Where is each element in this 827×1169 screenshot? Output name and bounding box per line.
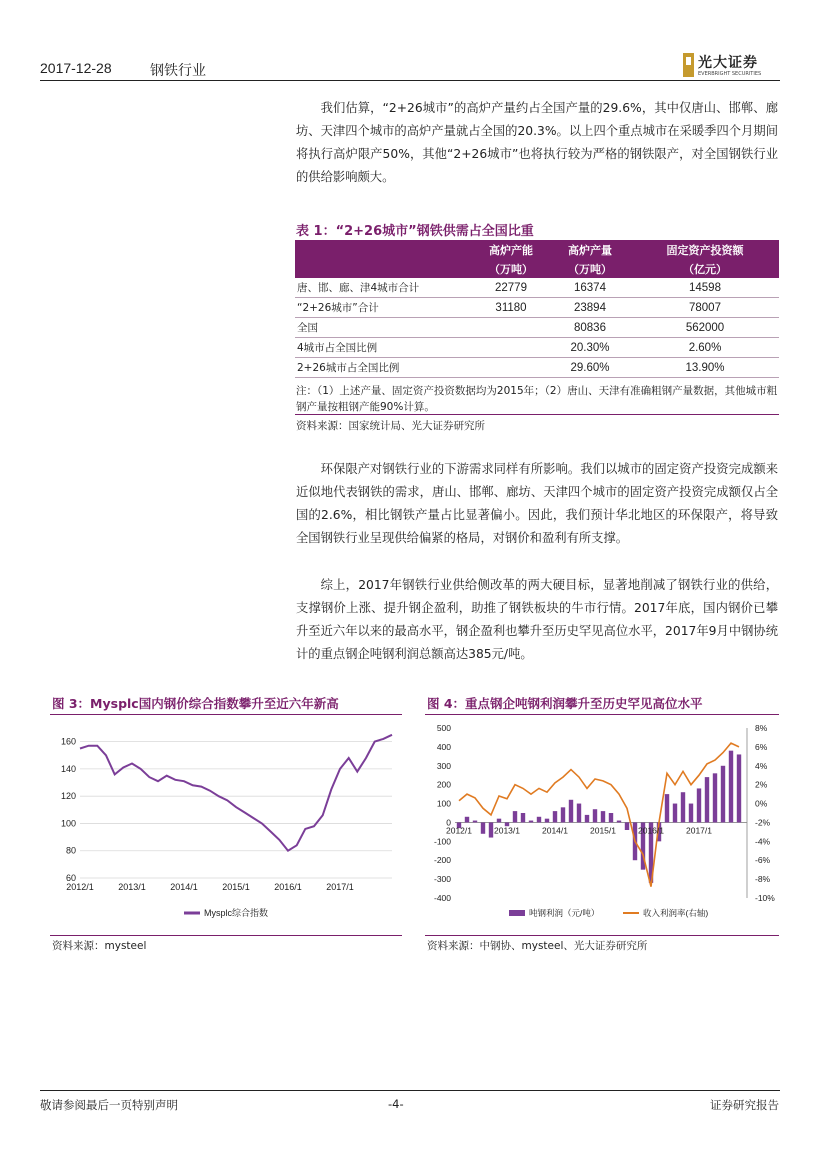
y-tick-label: 160 [60, 736, 76, 747]
table-cell: 78007 [631, 298, 779, 318]
table-cell: 29.60% [549, 358, 631, 378]
table-bottom-rule [295, 414, 779, 415]
y-tick-label: 200 [436, 779, 451, 790]
x-tick-label: 2016/1 [274, 882, 302, 892]
table-header-output: 高炉产量 [549, 240, 631, 259]
y2-tick-label: 2% [755, 779, 768, 790]
table-cell: 562000 [631, 318, 779, 338]
y-tick-label: -200 [433, 855, 451, 866]
y2-tick-label: -6% [755, 855, 771, 866]
data-table [295, 240, 779, 378]
profit-bar [665, 794, 669, 822]
profit-bar [489, 822, 493, 837]
table-cell-label: 全国 [295, 318, 473, 338]
profit-bar [537, 817, 541, 823]
profit-bar [561, 807, 565, 822]
profit-bar [609, 813, 613, 822]
x-tick-label: 2016/1 [638, 825, 664, 836]
profit-bar [729, 751, 733, 823]
profit-bar [705, 777, 709, 822]
table-header-blank [295, 259, 473, 278]
profit-bar [601, 811, 605, 822]
y-tick-label: 140 [60, 763, 76, 774]
profit-bar [585, 815, 589, 823]
profit-bar [721, 766, 725, 823]
report-date: 2017-12-28 [40, 60, 112, 76]
x-tick-label: 2015/1 [222, 882, 250, 892]
profit-bar [545, 819, 549, 823]
company-logo [683, 53, 783, 79]
table-cell: 13.90% [631, 358, 779, 378]
profit-bar [713, 773, 717, 822]
profit-bar [521, 813, 525, 822]
table-cell [473, 318, 549, 338]
page-number: -4- [388, 1097, 404, 1111]
figure-3-chart [50, 718, 402, 932]
profit-bar [529, 821, 533, 823]
y2-tick-label: 4% [755, 760, 768, 771]
x-tick-label: 2015/1 [590, 825, 616, 836]
table-cell: 2.60% [631, 338, 779, 358]
legend-label-bar: 吨钢利润（元/吨） [529, 908, 600, 918]
table-row [295, 298, 779, 318]
paragraph-1: 我们估算，“2+26城市”的高炉产量约占全国产量的29.6%，其中仅唐山、邯郸、廊坊、天津四个城市的高炉产量就占全国的20.3%。以上四个重点城市在采暖季四个月期间将执行高炉限产50%，其他“2+26城市”也将执行较为严格的钢铁限产，对全国钢铁行业的供给影响颇大。 [296, 101, 778, 184]
figure-4-title: 图 4：重点钢企吨钢利润攀升至历史罕见高位水平 [427, 696, 703, 711]
table-header-investment: 固定资产投资额 [631, 240, 779, 259]
profit-bar [697, 788, 701, 822]
y2-tick-label: 0% [755, 798, 768, 809]
profit-bar [673, 804, 677, 823]
table-cell: 23894 [549, 298, 631, 318]
table-cell [473, 338, 549, 358]
profit-bar [689, 804, 693, 823]
y2-tick-label: -8% [755, 874, 771, 885]
y2-tick-label: 8% [755, 723, 768, 733]
profit-bar [481, 822, 485, 833]
figure-3-top-rule [50, 714, 402, 715]
y-tick-label: -100 [433, 836, 451, 847]
legend-swatch-bar [509, 910, 525, 916]
table-cell: 80836 [549, 318, 631, 338]
profit-bar [513, 811, 517, 822]
table-note: 注：（1）上述产量、固定资产投资数据均为2015年；（2）唐山、天津有准确粗钢产量数据，其他城市粗钢产量按粗钢产能90%计算。 [296, 385, 778, 413]
figure-4-top-rule [425, 714, 779, 715]
paragraph-2: 环保限产对钢铁行业的下游需求同样有所影响。我们以城市的固定资产投资完成额来近似地代表钢铁的需求，唐山、邯郸、廊坊、天津四个城市的固定资产投资完成额仅占全国的2.6%，相比钢铁产量占比显著偏小。因此，我们预计华北地区的环保限产，将导致全国钢铁行业呈现供给偏紧的格局，对钢价和盈利有所支撑。 [296, 462, 778, 545]
x-tick-label: 2013/1 [494, 825, 520, 836]
table-row [295, 278, 779, 298]
y-tick-label: 400 [436, 741, 451, 752]
y-tick-label: -300 [433, 874, 451, 885]
table-header-row-2 [295, 259, 779, 278]
profit-bar [617, 821, 621, 823]
y-tick-label: 120 [60, 791, 76, 802]
y-tick-label: -400 [433, 893, 451, 903]
profit-bar [625, 822, 629, 830]
y2-tick-label: -2% [755, 817, 771, 828]
table-source: 资料来源：国家统计局、光大证券研究所 [296, 420, 485, 432]
table-cell [473, 358, 549, 378]
y-tick-label: 60 [65, 873, 76, 883]
profit-bar [577, 804, 581, 823]
figure-4-bottom-rule [425, 935, 779, 936]
profit-bar [553, 811, 557, 822]
x-tick-label: 2013/1 [118, 882, 146, 892]
table-header-blank [295, 240, 473, 259]
table-row [295, 318, 779, 338]
figure-4-legend [509, 908, 708, 918]
y-tick-label: 0 [446, 817, 451, 828]
table-header-row-1 [295, 240, 779, 259]
profit-bar [497, 819, 501, 823]
table-header-output-unit: （万吨） [549, 259, 631, 278]
table-cell-label: 4城市占全国比例 [295, 338, 473, 358]
figure-3-bottom-rule [50, 935, 402, 936]
table-header-capacity-unit: （万吨） [473, 259, 549, 278]
table-row [295, 358, 779, 378]
figure-4-source: 资料来源：中钢协、mysteel、光大证券研究所 [427, 940, 648, 952]
header-divider [40, 80, 780, 81]
table-cell: 31180 [473, 298, 549, 318]
legend-label-line: 收入利润率(右轴) [643, 908, 709, 918]
x-tick-label: 2012/1 [66, 882, 94, 892]
legend-label: Mysplc综合指数 [204, 908, 269, 918]
logo-mark-icon [683, 53, 694, 77]
y-tick-label: 100 [436, 798, 451, 809]
table-row [295, 338, 779, 358]
table-cell: 20.30% [549, 338, 631, 358]
x-tick-label: 2014/1 [542, 825, 568, 836]
profit-bar [569, 800, 573, 823]
table-cell-label: 2+26城市占全国比例 [295, 358, 473, 378]
x-tick-label: 2017/1 [326, 882, 354, 892]
figure-4-chart [425, 718, 779, 932]
x-tick-label: 2017/1 [686, 825, 712, 836]
industry-label: 钢铁行业 [150, 63, 206, 79]
footer-report-type: 证券研究报告 [710, 1098, 779, 1112]
y-tick-label: 80 [65, 845, 76, 856]
y2-tick-label: -10% [755, 893, 775, 903]
profit-bar [593, 809, 597, 822]
y2-tick-label: 6% [755, 741, 768, 752]
y-tick-label: 100 [60, 818, 76, 829]
figure-3-source: 资料来源：mysteel [52, 940, 147, 952]
table-cell-label: “2+26城市”合计 [295, 298, 473, 318]
footer-divider [40, 1090, 780, 1091]
table-title: 表 1：“2+26城市”钢铁供需占全国比重 [296, 224, 534, 239]
figure-3-legend [184, 907, 268, 918]
x-tick-label: 2012/1 [446, 825, 472, 836]
figure-3-title: 图 3：Mysplc国内钢价综合指数攀升至近六年新高 [52, 696, 339, 711]
x-tick-label: 2014/1 [170, 882, 198, 892]
paragraph-3: 综上，2017年钢铁行业供给侧改革的两大硬目标，显著地削减了钢铁行业的供给，支撑钢价上涨、提升钢企盈利，助推了钢铁板块的牛市行情。2017年底，国内钢价已攀升至近六年以来的最高水平，钢企盈利也攀升至历史罕见高位水平，2017年9月中钢协统计的重点钢企吨钢利润总额高达385元/吨。 [296, 578, 778, 661]
table-cell-label: 唐、邯、廊、津4城市合计 [295, 278, 473, 298]
table-header-investment-unit: （亿元） [631, 259, 779, 278]
table-cell: 14598 [631, 278, 779, 298]
y-tick-label: 500 [436, 723, 451, 733]
table-header-capacity: 高炉产能 [473, 240, 549, 259]
y-tick-label: 300 [436, 760, 451, 771]
series-line-mysplc [80, 735, 392, 851]
table-cell: 16374 [549, 278, 631, 298]
profit-bar [737, 754, 741, 822]
table-cell: 22779 [473, 278, 549, 298]
profit-bar [473, 821, 477, 823]
logo-cn-text: 光大证券 [698, 55, 758, 71]
footer-disclaimer: 敬请参阅最后一页特别声明 [40, 1098, 178, 1112]
profit-bar [681, 792, 685, 822]
y2-tick-label: -4% [755, 836, 771, 847]
profit-bar [465, 817, 469, 823]
logo-en-text: EVERBRIGHT SECURITIES [698, 71, 762, 77]
